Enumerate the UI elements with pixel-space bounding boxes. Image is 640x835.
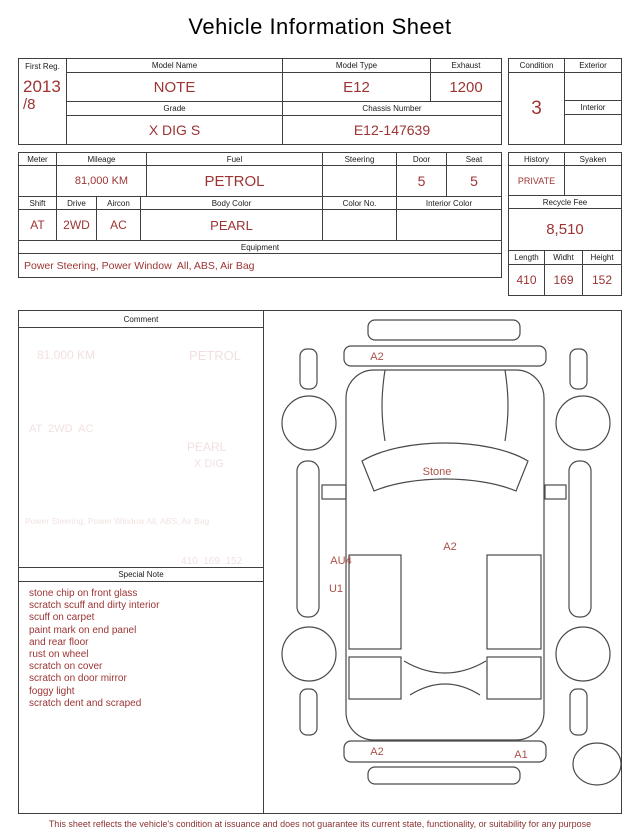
first-reg-year: 2013 [23, 77, 61, 96]
left-side-rail [297, 461, 319, 617]
color-no-value [323, 210, 397, 240]
model-name-value: NOTE [67, 73, 283, 101]
length-label: Length [509, 251, 545, 264]
condition-label: Condition [509, 59, 565, 72]
ghost-text: 81,000 KM [37, 348, 96, 362]
left-door-panel [349, 555, 401, 649]
mark-rear-bumper-right: A1 [514, 749, 528, 761]
ghost-text: X DIG [194, 458, 224, 470]
steering-label: Steering [323, 153, 397, 165]
right-rear-rail [570, 689, 587, 735]
meter-label: Meter [19, 153, 57, 165]
special-note-item: scratch on cover [29, 661, 103, 673]
length-value: 410 [509, 265, 545, 295]
wheel-front-left [282, 396, 336, 450]
body-color-label: Body Color [141, 197, 323, 209]
special-note-item: scratch dent and scraped [29, 697, 142, 709]
disclaimer-text: This sheet reflects the vehicle's condition at issuance and does not guarantee its current state, functionality, or suitability for any purpose [48, 819, 592, 829]
syaken-label: Syaken [579, 154, 607, 164]
special-note-item: scratch on door mirror [29, 673, 127, 685]
mileage-label: Mileage [57, 153, 147, 165]
mark-front-bumper: A2 [370, 351, 384, 363]
recycle-fee-value: 8,510 [546, 221, 584, 238]
door-label: Door [397, 153, 447, 165]
first-reg-cell [19, 59, 67, 144]
right-rear-panel [487, 657, 541, 699]
shift-value: AT [19, 210, 57, 240]
model-grid [67, 59, 501, 144]
ghost-text: PETROL [189, 348, 242, 363]
interior-color-label: Interior Color [425, 198, 473, 208]
drive-value: 2WD [57, 210, 97, 240]
page-title: Vehicle Information Sheet [188, 14, 452, 39]
ghost-text: Power Steering, Power Window All, ABS, Air Bag [25, 516, 210, 526]
first-reg-value [19, 73, 66, 144]
exterior-interior-column [565, 73, 621, 144]
wheel-rear-right [556, 627, 610, 681]
mark-left-door-upper: AU4 [330, 555, 352, 567]
left-rear-panel [349, 657, 401, 699]
interior-label: Interior [565, 101, 621, 115]
equipment-label: Equipment [240, 242, 280, 252]
width-label: Widht [545, 251, 583, 264]
spare-tire [573, 743, 621, 785]
height-value: 152 [591, 273, 613, 287]
exhaust-value: 1200 [449, 78, 483, 96]
grade-value: X DIG S [67, 116, 283, 144]
interior-value [565, 115, 621, 144]
history-label: History [509, 153, 565, 165]
shift-label: Shift [19, 197, 57, 209]
right-column [508, 58, 622, 296]
grade-label: Grade [67, 102, 283, 115]
rear-bottom-bar [368, 767, 520, 784]
ghost-text: 410 169 152 [181, 556, 243, 567]
history-value: PRIVATE [509, 166, 565, 195]
front-top-bar [368, 320, 520, 340]
hood-line-left [382, 370, 385, 441]
special-note-item: and rear floor [29, 636, 89, 648]
special-note-list [19, 582, 263, 710]
width-value: 169 [545, 265, 583, 295]
mileage-value: 81,000 KM [57, 166, 147, 196]
ghost-text: PEARL [187, 440, 227, 454]
interior-color-value [397, 210, 501, 240]
body-color-value: PEARL [141, 210, 323, 240]
comment-label: Comment [19, 311, 263, 328]
drive-label: Drive [57, 197, 97, 209]
ghost-text: AT 2WD AC [29, 423, 94, 435]
seat-value: 5 [470, 173, 478, 189]
condition-value: 3 [509, 73, 565, 144]
right-side-rail [569, 461, 591, 617]
first-reg-label: First Reg. [25, 61, 60, 71]
left-column [18, 58, 502, 278]
left-rear-rail [300, 689, 317, 735]
special-note-label: Special Note [19, 567, 263, 582]
special-note-item: scratch scuff and dirty interior [29, 600, 160, 612]
fuel-value: PETROL [147, 166, 323, 196]
rear-window-lower [410, 684, 480, 695]
mark-windshield: Stone [422, 466, 452, 478]
aircon-label: Aircon [97, 197, 141, 209]
syaken-value [565, 166, 621, 195]
hood-line-right [505, 370, 508, 441]
model-type-label: Model Type [283, 59, 431, 72]
exhaust-label: Exhaust [451, 61, 481, 70]
left-mirror [322, 485, 346, 499]
comment-body [19, 328, 263, 567]
door-value: 5 [397, 166, 447, 196]
right-mirror [545, 485, 566, 499]
mark-left-door-lower: U1 [328, 583, 344, 595]
left-front-rail [300, 349, 317, 389]
mark-rear-bumper-left: A2 [370, 746, 384, 758]
car-diagram-svg [264, 311, 621, 813]
comment-column [19, 311, 264, 813]
special-note-item: rust on wheel [29, 649, 89, 661]
fuel-label: Fuel [147, 153, 323, 165]
aircon-value: AC [97, 210, 141, 240]
exterior-value [565, 73, 621, 101]
special-note-item: foggy light [29, 685, 75, 697]
history-box [508, 152, 622, 296]
recycle-fee-label: Recycle Fee [542, 197, 588, 207]
chassis-number-label: Chassis Number [362, 104, 422, 113]
mark-roof: A2 [443, 541, 457, 553]
meter-value [19, 166, 57, 196]
condition-box [508, 58, 622, 145]
chassis-number-value: E12-147639 [353, 122, 431, 138]
condition-detail-box [18, 310, 622, 814]
height-label: Height [590, 253, 614, 262]
wheel-front-right [556, 396, 610, 450]
first-reg-month: /8 [23, 95, 36, 113]
spec-box [18, 152, 502, 278]
wheel-rear-left [282, 627, 336, 681]
model-name-label: Model Name [67, 59, 283, 72]
equipment-value: Power Steering, Power Window All, ABS, Air Bag [24, 259, 255, 272]
special-note-item: paint mark on end panel [29, 624, 137, 636]
registration-box [18, 58, 502, 145]
steering-value [323, 166, 397, 196]
special-note-item: stone chip on front glass [29, 588, 138, 599]
seat-label: Seat [465, 154, 483, 164]
special-note-item: scuff on carpet [29, 612, 95, 624]
car-damage-diagram [264, 311, 621, 813]
right-door-panel [487, 555, 541, 649]
rear-window-upper [404, 661, 486, 673]
spec-tables [18, 58, 622, 296]
color-no-label: Color No. [323, 197, 397, 209]
model-type-value: E12 [283, 73, 431, 101]
right-front-rail [570, 349, 587, 389]
exterior-label: Exterior [579, 61, 607, 70]
